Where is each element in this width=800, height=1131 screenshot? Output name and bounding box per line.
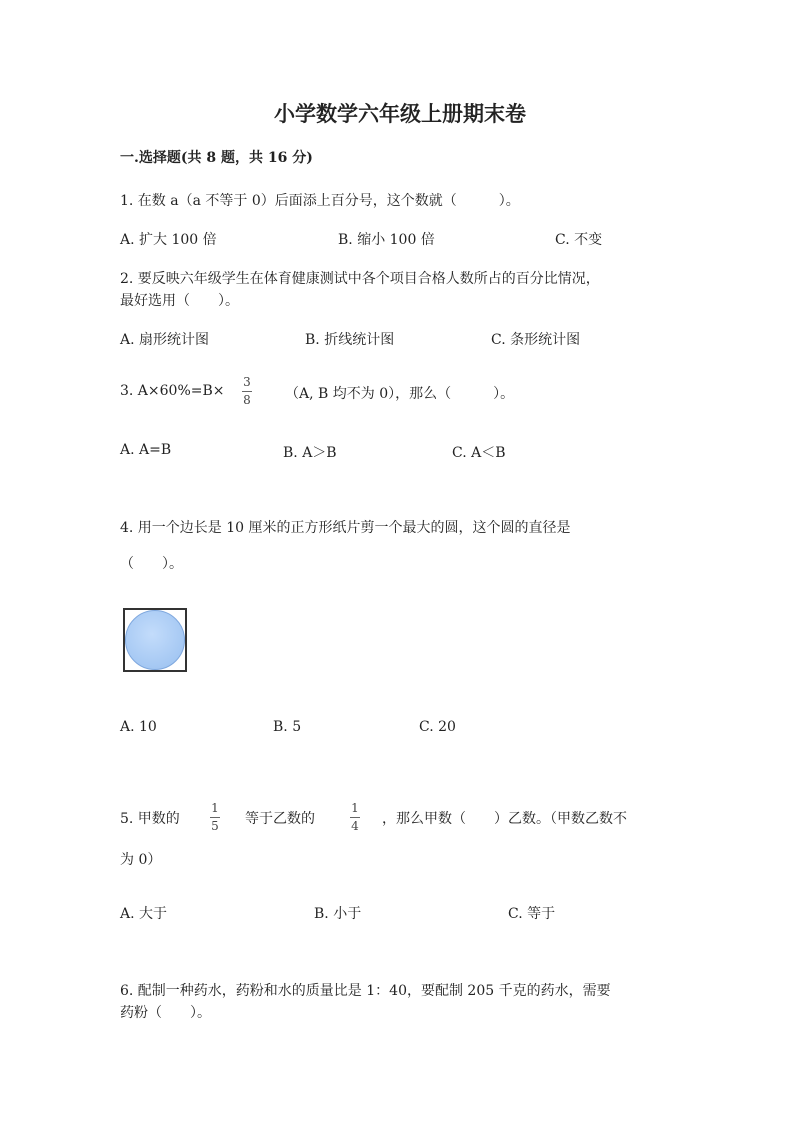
question-3-text-pre: 3. A×60%=B× [120,383,225,399]
question-2-option-a[interactable]: A. 扇形统计图 [120,332,210,348]
question-5-text-mid: 等于乙数的 [245,811,315,827]
question-3-option-c[interactable]: C. A＜B [452,445,506,461]
question-4-text-line2: （ ）。 [120,556,183,572]
question-5-option-b[interactable]: B. 小于 [314,906,362,922]
question-6-text-line2: 药粉（ ）。 [120,1005,211,1021]
question-5-text-post: ，那么甲数（ ）乙数。（甲数乙数不 [382,811,627,827]
inscribed-circle [125,610,185,670]
question-5-fraction-1 [210,801,220,834]
fraction-numerator: 3 [243,375,251,389]
question-3-option-a[interactable]: A. A=B [120,442,172,458]
page-title: 小学数学六年级上册期末卷 [274,101,526,126]
question-1-option-a[interactable]: A. 扩大 100 倍 [120,232,217,248]
question-3-option-b[interactable]: B. A＞B [283,445,337,461]
fraction-numerator: 1 [211,801,219,815]
question-1-text: 1. 在数 a（a 不等于 0）后面添上百分号，这个数就（ ）。 [120,193,520,209]
fraction-denominator: 8 [243,393,251,407]
fraction-denominator: 5 [211,819,219,833]
question-5-text-line2: 为 0） [120,852,162,868]
question-3-fraction [242,375,252,408]
question-1-option-b[interactable]: B. 缩小 100 倍 [338,232,435,248]
fraction-numerator: 1 [351,801,359,815]
question-5-text-pre: 5. 甲数的 [120,811,180,827]
section-heading: 一.选择题(共 8 题，共 16 分) [120,150,313,166]
question-4-text-line1: 4. 用一个边长是 10 厘米的正方形纸片剪一个最大的圆，这个圆的直径是 [120,520,571,536]
fraction-bar [210,817,220,818]
question-1-option-c[interactable]: C. 不变 [555,232,603,248]
question-5-option-c[interactable]: C. 等于 [508,906,556,922]
question-4-option-a[interactable]: A. 10 [120,719,157,735]
question-6-text-line1: 6. 配制一种药水，药粉和水的质量比是 1：40，要配制 205 千克的药水，需要 [120,983,611,999]
question-3-text-post: （A, B 均不为 0），那么（ ）。 [285,386,515,402]
fraction-bar [350,817,360,818]
question-5-fraction-2 [350,801,360,834]
question-2-option-c[interactable]: C. 条形统计图 [491,332,581,348]
question-5-option-a[interactable]: A. 大于 [120,906,168,922]
question-2-option-b[interactable]: B. 折线统计图 [305,332,395,348]
square-with-circle-figure [123,608,187,672]
question-4-option-c[interactable]: C. 20 [419,719,456,735]
question-4-option-b[interactable]: B. 5 [273,719,302,735]
fraction-denominator: 4 [351,819,359,833]
question-2-text-line1: 2. 要反映六年级学生在体育健康测试中各个项目合格人数所占的百分比情况， [120,271,600,287]
fraction-bar [242,391,252,392]
question-2-text-line2: 最好选用（ ）。 [120,293,239,309]
